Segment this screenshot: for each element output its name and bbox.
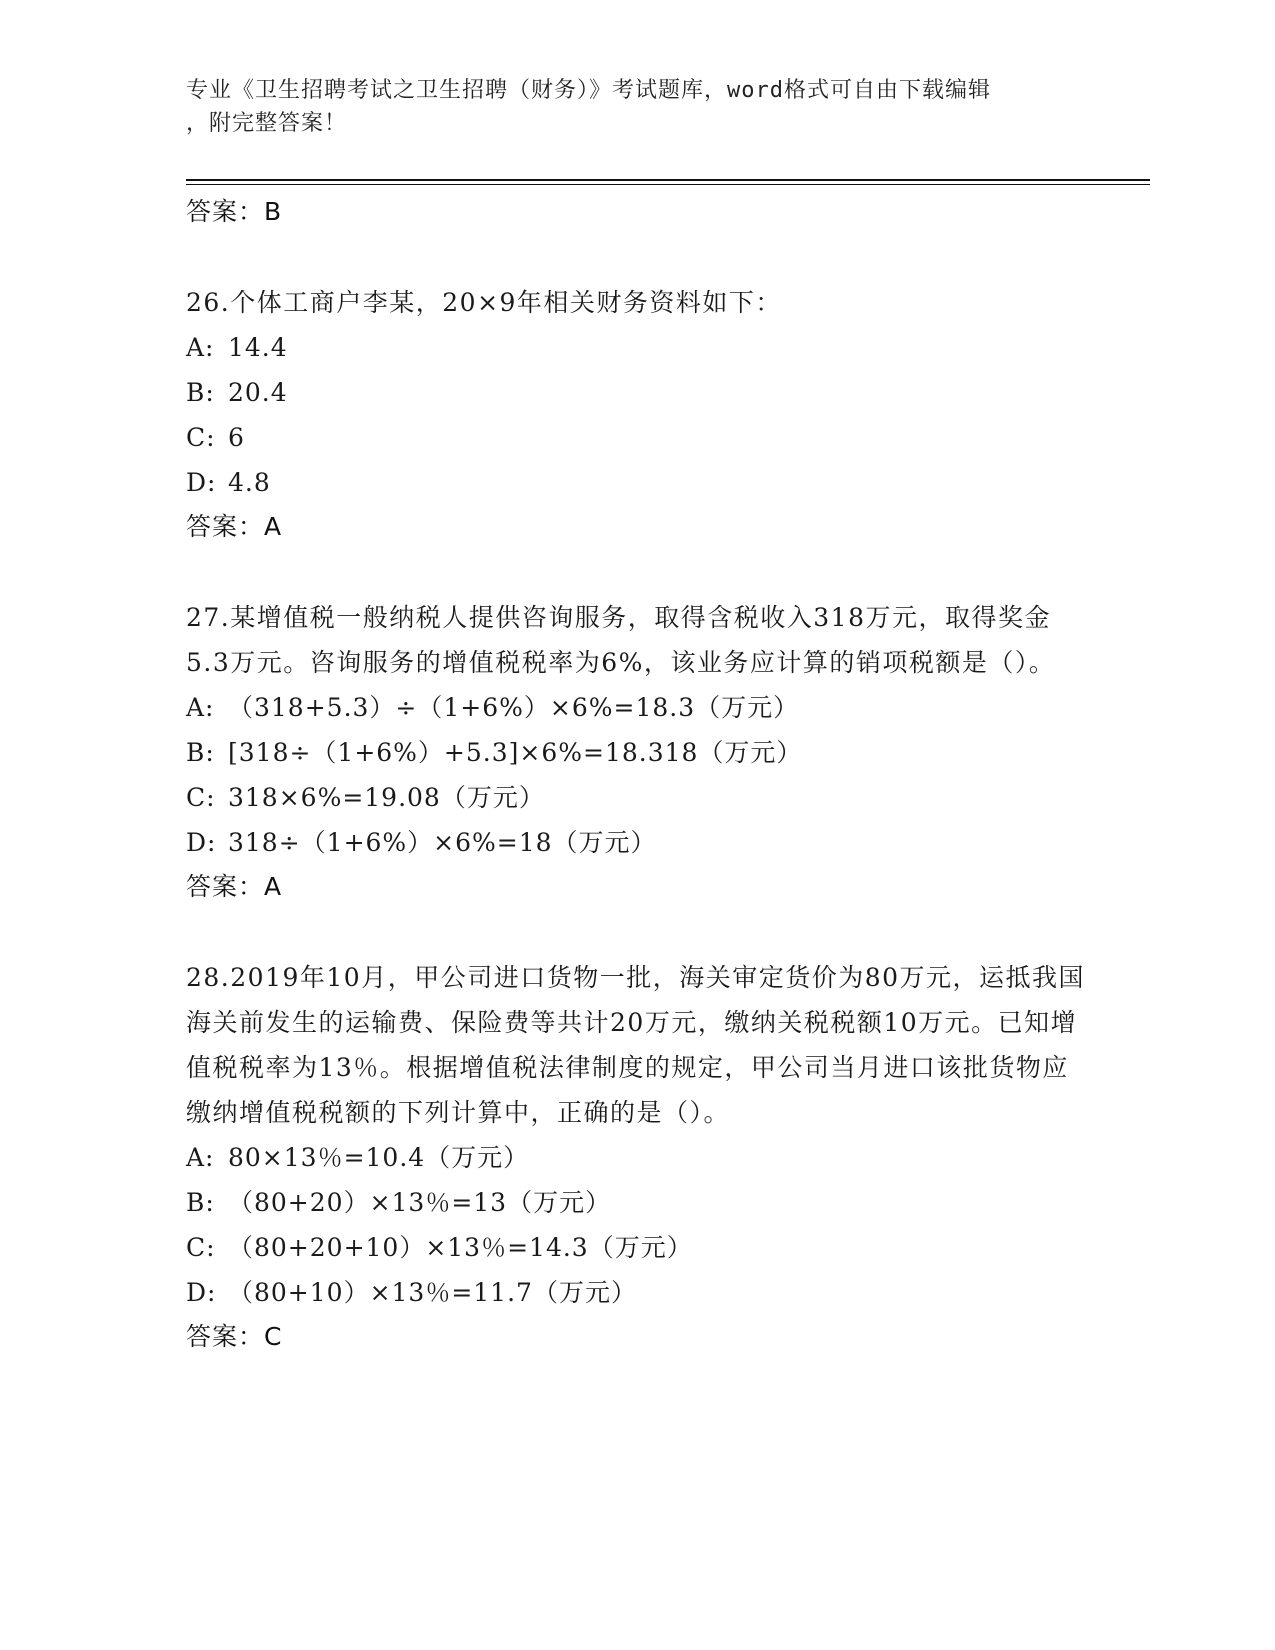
question-stem: 26.个体工商户李某，20×9年相关财务资料如下：: [186, 288, 782, 317]
option-a: [186, 1135, 1086, 1180]
option-key: A:: [186, 333, 215, 362]
answer-line: 答案：A: [186, 512, 283, 541]
option-b: [186, 730, 1086, 775]
answer-line: 答案：A: [186, 872, 283, 901]
option-key: D:: [186, 468, 217, 497]
option-key: D:: [186, 1278, 217, 1307]
option-text: 6: [228, 423, 245, 452]
option-a: [186, 685, 1086, 730]
option-key: A:: [186, 1143, 215, 1172]
option-key: C:: [186, 783, 216, 812]
option-c: [186, 775, 1086, 820]
option-d: [186, 820, 1086, 865]
option-text: 80×13％=10.4（万元）: [228, 1143, 530, 1172]
option-text: 20.4: [228, 378, 288, 407]
option-text: 318×6%=19.08（万元）: [228, 783, 545, 812]
option-b: [186, 370, 1086, 415]
question-26: [186, 280, 1086, 549]
option-text: （80+10）×13％=11.7（万元）: [228, 1278, 637, 1307]
option-text: 4.8: [228, 468, 271, 497]
document-header: [186, 74, 1086, 140]
option-text: （80+20）×13％=13（万元）: [228, 1188, 612, 1217]
option-key: C:: [186, 423, 216, 452]
option-c: [186, 1225, 1086, 1270]
document-body: [186, 190, 1086, 1359]
option-b: [186, 1180, 1086, 1225]
option-d: [186, 1270, 1086, 1315]
header-rule-thick: [186, 179, 1150, 181]
header-line-2: ，附完整答案！: [186, 111, 348, 136]
answer-line: 答案：C: [186, 1322, 283, 1351]
option-text: 14.4: [228, 333, 288, 362]
option-key: D:: [186, 828, 217, 857]
option-key: A:: [186, 693, 215, 722]
question-stem: 27.某增值税一般纳税人提供咨询服务，取得含税收入318万元，取得奖金5.3万元。咨询服务的增值税税率为6%，该业务应计算的销项税额是（）。: [186, 603, 1056, 677]
option-key: C:: [186, 1233, 216, 1262]
option-text: （80+20+10）×13％=14.3（万元）: [228, 1233, 693, 1262]
header-line-1: 专业《卫生招聘考试之卫生招聘（财务）》考试题库，word格式可自由下载编辑: [186, 78, 991, 103]
option-c: [186, 415, 1086, 460]
question-27: [186, 595, 1086, 909]
option-text: [318÷（1+6%）+5.3]×6%=18.318（万元）: [228, 738, 803, 767]
question-28: [186, 955, 1086, 1359]
option-a: [186, 325, 1086, 370]
question-stem: 28.2019年10月，甲公司进口货物一批，海关审定货价为80万元，运抵我国海关前发生的运输费、保险费等共计20万元，缴纳关税税额10万元。已知增值税税率为13％。根据增值税法律制度的规定，甲公司当月进口该批货物应缴纳增值税税额的下列计算中，正确的是（）。: [186, 963, 1086, 1127]
option-key: B:: [186, 1188, 215, 1217]
answer-line: 答案：B: [186, 197, 283, 226]
option-key: B:: [186, 378, 215, 407]
option-text: （318+5.3）÷（1+6%）×6%=18.3（万元）: [228, 693, 800, 722]
option-text: 318÷（1+6%）×6%=18（万元）: [228, 828, 657, 857]
option-d: [186, 460, 1086, 505]
option-key: B:: [186, 738, 215, 767]
header-rule-thin: [186, 184, 1150, 185]
